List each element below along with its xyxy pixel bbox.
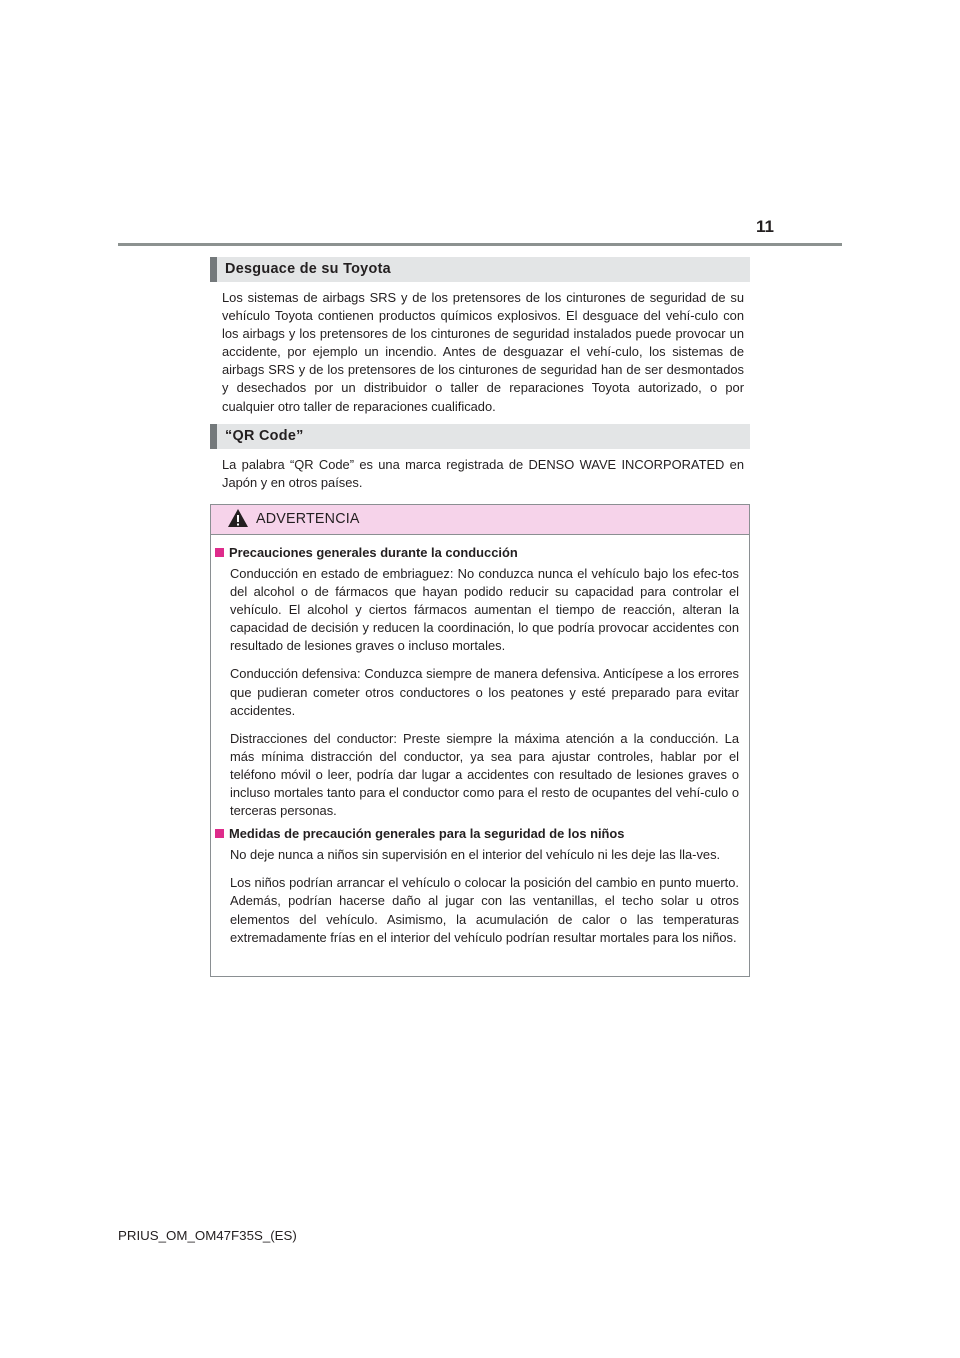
warning-item-driving (211, 544, 749, 820)
heading-bar (210, 424, 217, 449)
warning-paragraph: Distracciones del conductor: Preste siempre la máxima atención a la conducción. La más mínima distracción del conductor, ya sea para ajustar controles, hablar por el teléfono móvil o leer, podría dar lugar a accidentes con resultado de lesiones graves o incluso mortales tanto para el conductor como para el resto de ocupantes del vehí-culo o terceras personas. (230, 730, 739, 819)
bullet-square-icon (215, 829, 224, 838)
warning-triangle-icon (227, 508, 249, 528)
bullet-square-icon (215, 548, 224, 557)
footer-document-code: PRIUS_OM_OM47F35S_(ES) (118, 1228, 297, 1243)
warning-header (211, 505, 749, 535)
section-heading-text: Desguace de su Toyota (225, 261, 391, 277)
warning-paragraph: Conducción defensiva: Conduzca siempre de manera defensiva. Anticípese a los errores que pudieran cometer otros conductores o los peatones y esté preparado para evitar accidentes. (230, 666, 739, 718)
header-rule (118, 243, 842, 246)
heading-bar (210, 257, 217, 282)
warning-paragraph: No deje nunca a niños sin supervisión en el interior del vehículo ni les deje las lla-ves. (230, 847, 721, 863)
warning-title: ADVERTENCIA (256, 511, 360, 527)
warning-item-heading: Precauciones generales durante la conducción (229, 544, 739, 562)
section-heading-text: “QR Code” (225, 428, 304, 444)
page-number: 11 (756, 217, 774, 236)
section-heading-desguace (210, 257, 750, 282)
warning-box (210, 504, 750, 977)
warning-body (211, 544, 749, 952)
warning-paragraph: Conducción en estado de embriaguez: No conduzca nunca el vehículo bajo los efec-tos del alcohol o de fármacos que hayan podido reducir su capacidad para controlar el vehículo. El alcohol y ciertos fármacos aumentan el tiempo de reacción, alteran la capacidad de decisión y reducen la coordinación, lo que podría provocar accidentes con resultado de lesiones graves o incluso mortales. (230, 566, 739, 654)
section-body-qr-code: La palabra “QR Code” es una marca registrada de DENSO WAVE INCORPORATED en Japón y en otros países. (222, 457, 744, 491)
warning-item-heading: Medidas de precaución generales para la seguridad de los niños (229, 825, 739, 843)
section-heading-qr-code (210, 424, 750, 449)
warning-item-children (211, 825, 749, 946)
warning-paragraph: Los niños podrían arrancar el vehículo o colocar la posición del cambio en punto muerto. Además, podrían hacerse daño al jugar con las ventanillas, el techo solar u otros elementos del vehículo. Asimismo, la acumulación de calor o las temperaturas extremadamente frías en el interior del vehículo podrían resultar mortales para los niños. (230, 875, 739, 945)
section-body-desguace: Los sistemas de airbags SRS y de los pretensores de los cinturones de seguridad de su vehículo Toyota contienen productos químicos explosivos. El desguace del vehí-culo con los airbags y los pretensores de los cinturones de seguridad instalados puede provocar un accidente, por ejemplo un incendio. Antes de desguazar el vehí-culo, los sistemas de airbags SRS y de los pretensores de los cinturones de seguridad han de ser desmontados y desechados por un distribuidor o taller de reparaciones Toyota autorizado, o por cualquier otro taller de reparaciones cualificado. (222, 290, 744, 414)
